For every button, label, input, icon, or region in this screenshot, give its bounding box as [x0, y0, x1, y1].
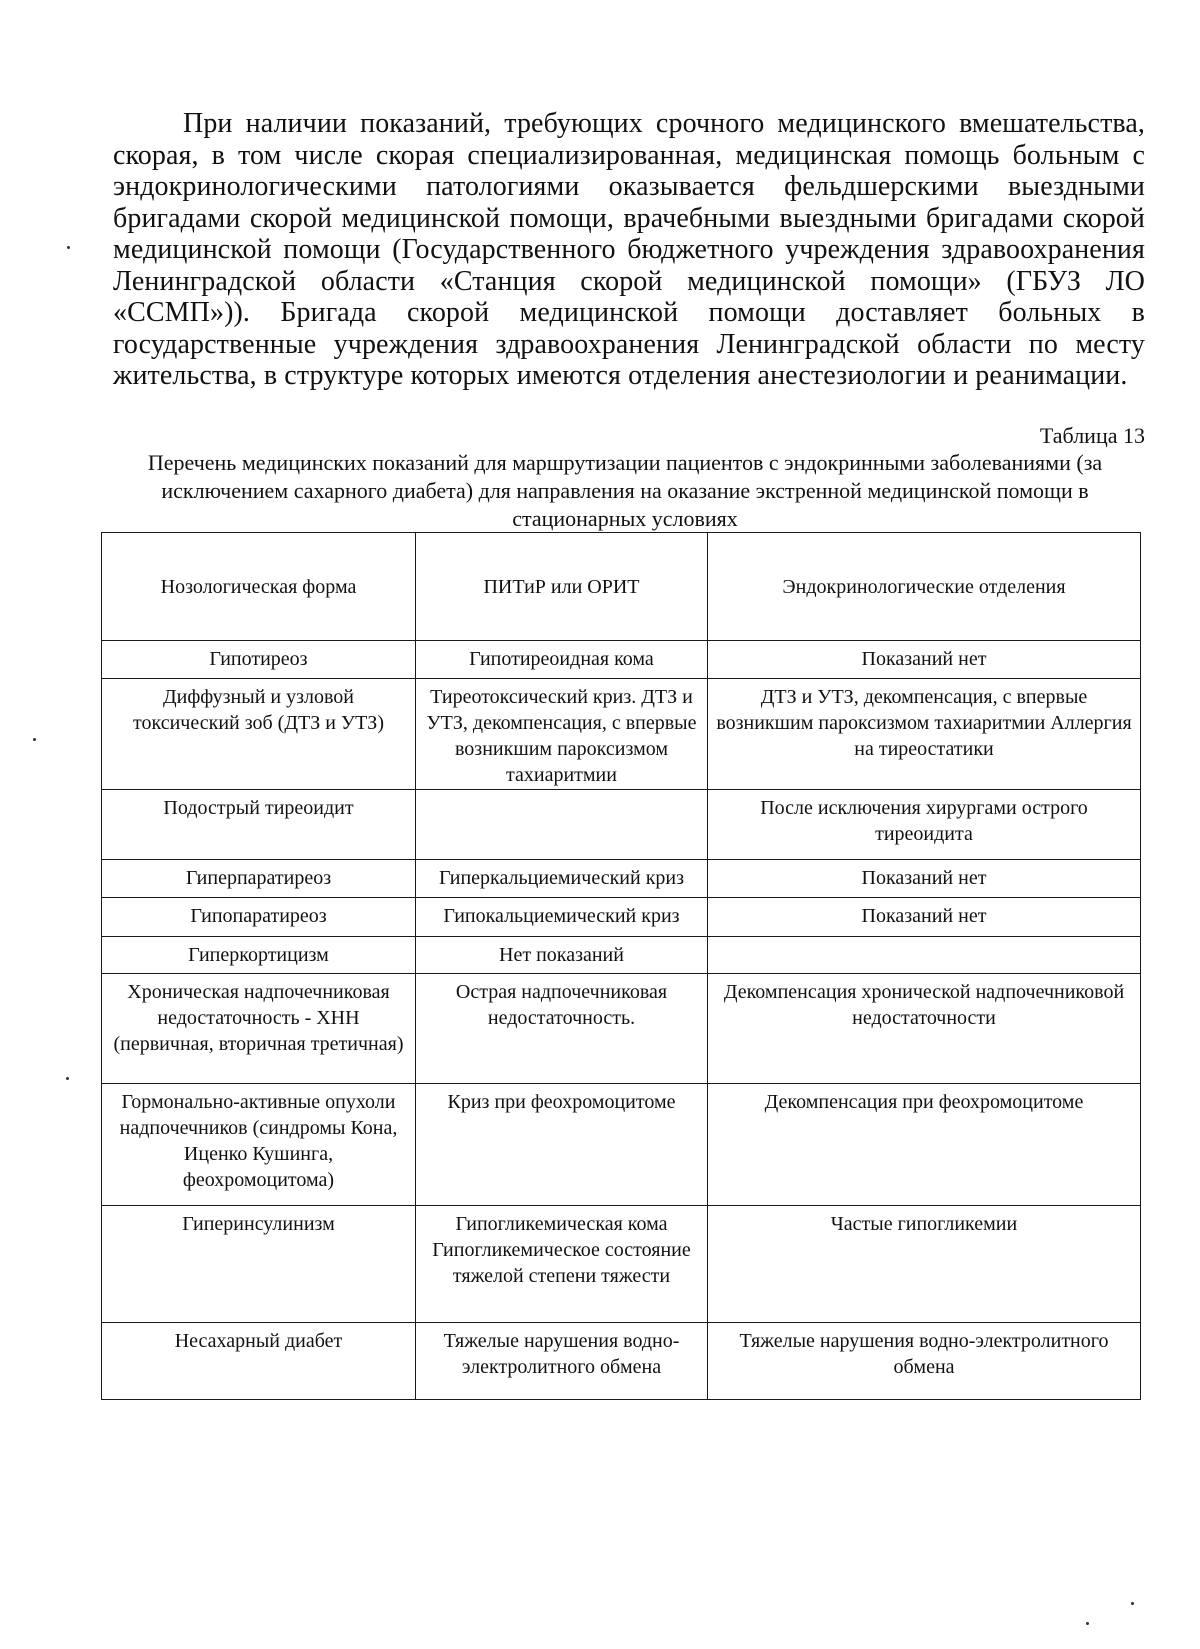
- intro-paragraph: При наличии показаний, требующих срочного медицинского вмешательства, скорая, в том числе скорая специализированная, медицинская помощь больным с эндокринологическими патологиями оказывается фельдшерскими выездными бригадами скорой медицинской помощи, врачебными выездными бригадами скорой медицинской помощи (Государственного бюджетного учреждения здравоохранения Ленинградской области «Станция скорой медицинской помощи» (ГБУЗ ЛО «ССМП»)). Бригада скорой медицинской помощи доставляет больных в государственные учреждения здравоохранения Ленинградской области по месту жительства, в структуре которых имеются отделения анестезиологии и реанимации.: [113, 108, 1145, 391]
- cell-nosology: Гиперпаратиреоз: [102, 860, 416, 898]
- cell-icu: Гипотиреоидная кома: [416, 641, 708, 679]
- cell-endocrinology: Показаний нет: [708, 860, 1141, 898]
- table-row: [102, 1323, 1141, 1400]
- cell-endocrinology: Декомпенсация при феохромоцитоме: [708, 1084, 1141, 1206]
- cell-nosology: Подострый тиреоидит: [102, 790, 416, 860]
- scan-speck: [33, 738, 36, 741]
- scan-speck: [1131, 1602, 1134, 1605]
- cell-icu: Нет показаний: [416, 937, 708, 974]
- cell-icu: Гипокальциемический криз: [416, 898, 708, 937]
- table-row: [102, 1206, 1141, 1323]
- cell-icu: [416, 790, 708, 860]
- cell-endocrinology: Показаний нет: [708, 641, 1141, 679]
- cell-endocrinology: ДТЗ и УТЗ, декомпенсация, с впервые возникшим пароксизмом тахиаритмии Аллергия на тиреостатики: [708, 679, 1141, 790]
- table-row: [102, 898, 1141, 937]
- table-row: [102, 860, 1141, 898]
- routing-table: [101, 532, 1141, 1400]
- scan-speck: [66, 1077, 69, 1080]
- cell-icu: Тяжелые нарушения водно-электролитного обмена: [416, 1323, 708, 1400]
- table-row: [102, 937, 1141, 974]
- cell-endocrinology: После исключения хирургами острого тиреоидита: [708, 790, 1141, 860]
- cell-nosology: Гипопаратиреоз: [102, 898, 416, 937]
- header-nosology: Нозологическая форма: [102, 533, 416, 641]
- cell-icu: Гиперкальциемический криз: [416, 860, 708, 898]
- cell-nosology: Несахарный диабет: [102, 1323, 416, 1400]
- cell-endocrinology: Частые гипогликемии: [708, 1206, 1141, 1323]
- cell-endocrinology: Показаний нет: [708, 898, 1141, 937]
- cell-nosology: Гиперкортицизм: [102, 937, 416, 974]
- cell-icu: Тиреотоксический криз. ДТЗ и УТЗ, декомпенсация, с впервые возникшим пароксизмом тахиаритмии: [416, 679, 708, 790]
- cell-nosology: Хроническая надпочечниковая недостаточность - ХНН (первичная, вторичная третичная): [102, 974, 416, 1084]
- cell-icu: Гипогликемическая кома Гипогликемическое состояние тяжелой степени тяжести: [416, 1206, 708, 1323]
- cell-nosology: Гипотиреоз: [102, 641, 416, 679]
- cell-nosology: Гиперинсулинизм: [102, 1206, 416, 1323]
- table-row: [102, 641, 1141, 679]
- table-row: [102, 790, 1141, 860]
- table-row: [102, 1084, 1141, 1206]
- scan-speck: [67, 246, 70, 249]
- cell-nosology: Гормонально-активные опухоли надпочечников (синдромы Кона, Иценко Кушинга, феохромоцитома): [102, 1084, 416, 1206]
- header-icu: ПИТиР или ОРИТ: [416, 533, 708, 641]
- table-header-row: [102, 533, 1141, 641]
- scan-speck: [1086, 1622, 1089, 1625]
- header-endocrinology: Эндокринологические отделения: [708, 533, 1141, 641]
- cell-nosology: Диффузный и узловой токсический зоб (ДТЗ и УТЗ): [102, 679, 416, 790]
- table-number: Таблица 13: [1039, 423, 1145, 448]
- cell-endocrinology: [708, 937, 1141, 974]
- table-row: [102, 974, 1141, 1084]
- table-row: [102, 679, 1141, 790]
- cell-endocrinology: Декомпенсация хронической надпочечниковой недостаточности: [708, 974, 1141, 1084]
- cell-endocrinology: Тяжелые нарушения водно-электролитного обмена: [708, 1323, 1141, 1400]
- table-title: Перечень медицинских показаний для маршрутизации пациентов с эндокринными заболеваниями (за исключением сахарного диабета) для направления на оказание экстренной медицинской помощи в стационарных условиях: [147, 450, 1103, 531]
- cell-icu: Острая надпочечниковая недостаточность.: [416, 974, 708, 1084]
- cell-icu: Криз при феохромоцитоме: [416, 1084, 708, 1206]
